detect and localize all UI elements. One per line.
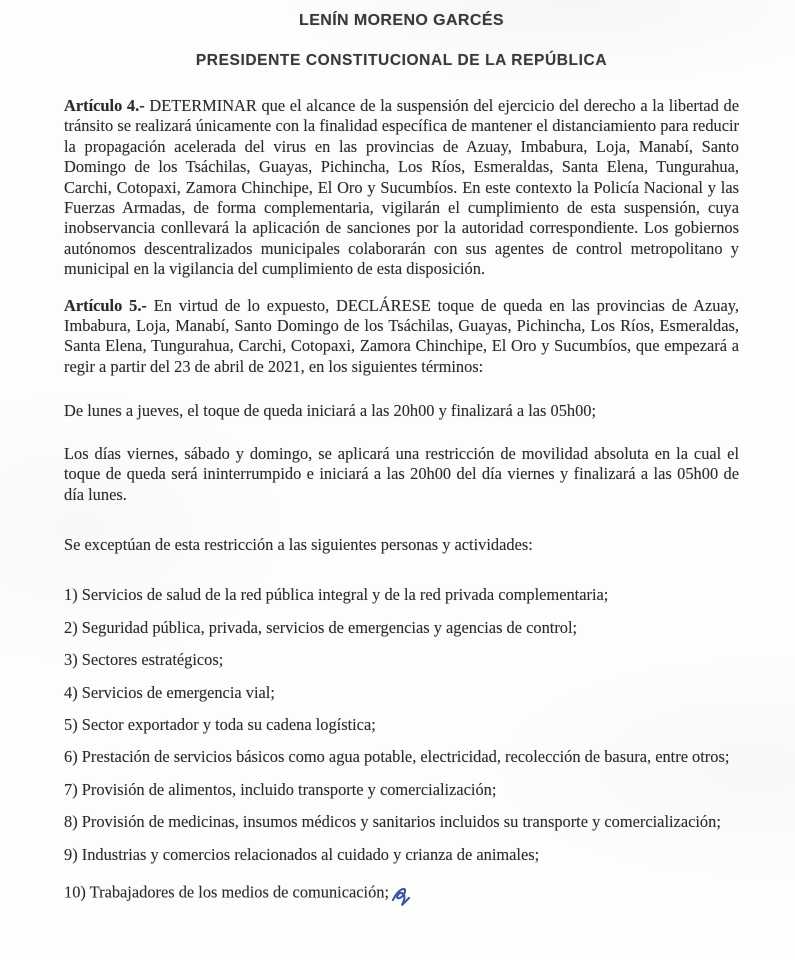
author-name-heading: LENÍN MORENO GARCÉS (299, 12, 504, 29)
exception-text: Trabajadores de los medios de comunicación; (89, 882, 390, 902)
exception-item-4 (64, 683, 739, 703)
exception-number: 2) (64, 617, 78, 637)
exception-text: Sectores estratégicos; (81, 650, 224, 670)
exception-item-1 (64, 585, 739, 605)
exception-text: Servicios de salud de la red pública integral y de la red privada complementaria; (81, 585, 609, 605)
exception-number: 3) (64, 650, 78, 670)
exception-number: 8) (64, 812, 78, 832)
curfew-weekdays-paragraph: De lunes a jueves, el toque de queda iniciará a las 20h00 y finalizará a las 05h00; (64, 401, 597, 421)
exception-text: Provisión de medicinas, insumos médicos y sanitarios incluidos su transporte y comercialización; (81, 812, 721, 832)
ink-initial-mark-path (393, 889, 409, 905)
exception-number: 1) (64, 585, 78, 605)
article-5-label: Artículo 5.- (64, 295, 147, 315)
curfew-weekend-paragraph: Los días viernes, sábado y domingo, se aplicará una restricción de movilidad absoluta en la cual el toque de queda será ininterrumpido e iniciará a las 20h00 del día viernes y finalizará a las 05h00 de día lunes. (64, 443, 739, 504)
exception-number: 6) (64, 747, 78, 767)
exception-item-10 (64, 877, 739, 910)
exception-number: 9) (64, 844, 78, 864)
exception-number: 4) (64, 682, 78, 702)
exception-item-3 (64, 650, 739, 670)
article-5-paragraph (64, 296, 739, 378)
article-4-paragraph (64, 96, 739, 280)
article-5-text: En virtud de lo expuesto, DECLÁRESE toque de queda en las provincias de Azuay, Imbabura, Loja, Manabí, Santo Domingo de los Tsáchilas, Guayas, Pichincha, Los Ríos, Esmeraldas, Santa Elena, Tungurahua, Carchi, Cotopaxi, Zamora Chinchipe, El Oro y Sucumbíos, que empezará a regir a partir del 23 de abril de 2021, en los siguientes términos: (64, 295, 739, 376)
exception-text: Seguridad pública, privada, servicios de emergencias y agencias de control; (81, 617, 578, 637)
exception-text: Sector exportador y toda su cadena logística; (81, 714, 376, 734)
exception-text: Servicios de emergencia vial; (81, 682, 275, 702)
exception-number: 7) (64, 779, 78, 799)
author-title-heading: PRESIDENTE CONSTITUCIONAL DE LA REPÚBLICA (195, 52, 608, 69)
article-4-label: Artículo 4.- (64, 96, 145, 115)
exception-number: 10) (64, 882, 86, 902)
article-4-text: DETERMINAR que el alcance de la suspensión del ejercicio del derecho a la libertad de tránsito se realizará únicamente con la finalidad específica de mantener el distanciamiento para reducir la propagación acelerada del virus en las provincias de Azuay, Imbabura, Loja, Manabí, Santo Domingo de los Tsáchilas, Guayas, Pichincha, Los Ríos, Esmeraldas, Santa Elena, Tungurahua, Carchi, Cotopaxi, Zamora Chinchipe, El Oro y Sucumbíos. En este contexto la Policía Nacional y las Fuerzas Armadas, de forma complementaria, vigilarán el cumplimiento de esta suspensión, cuya inobservancia conllevará la aplicación de sanciones por la autoridad correspondiente. Los gobiernos autónomos descentralizados municipales colaborarán con sus agentes de control metropolitano y municipal en la vigilancia del cumplimiento de esta disposición. (64, 96, 739, 279)
exception-number: 5) (64, 714, 78, 734)
exception-text: Industrias y comercios relacionados al cuidado y crianza de animales; (81, 844, 540, 864)
exception-item-7 (64, 780, 739, 800)
exception-item-6 (64, 747, 739, 767)
exception-item-5 (64, 715, 739, 735)
exception-text: Prestación de servicios básicos como agua potable, electricidad, recolección de basura, entre otros; (81, 747, 730, 767)
exception-item-8 (64, 812, 739, 832)
ink-initial-mark-icon (390, 884, 414, 917)
exception-text: Provisión de alimentos, incluido transporte y comercialización; (81, 779, 497, 799)
exception-item-2 (64, 618, 739, 638)
exception-item-9 (64, 845, 739, 865)
exceptions-intro-paragraph: Se exceptúan de esta restricción a las siguientes personas y actividades: (64, 534, 533, 554)
